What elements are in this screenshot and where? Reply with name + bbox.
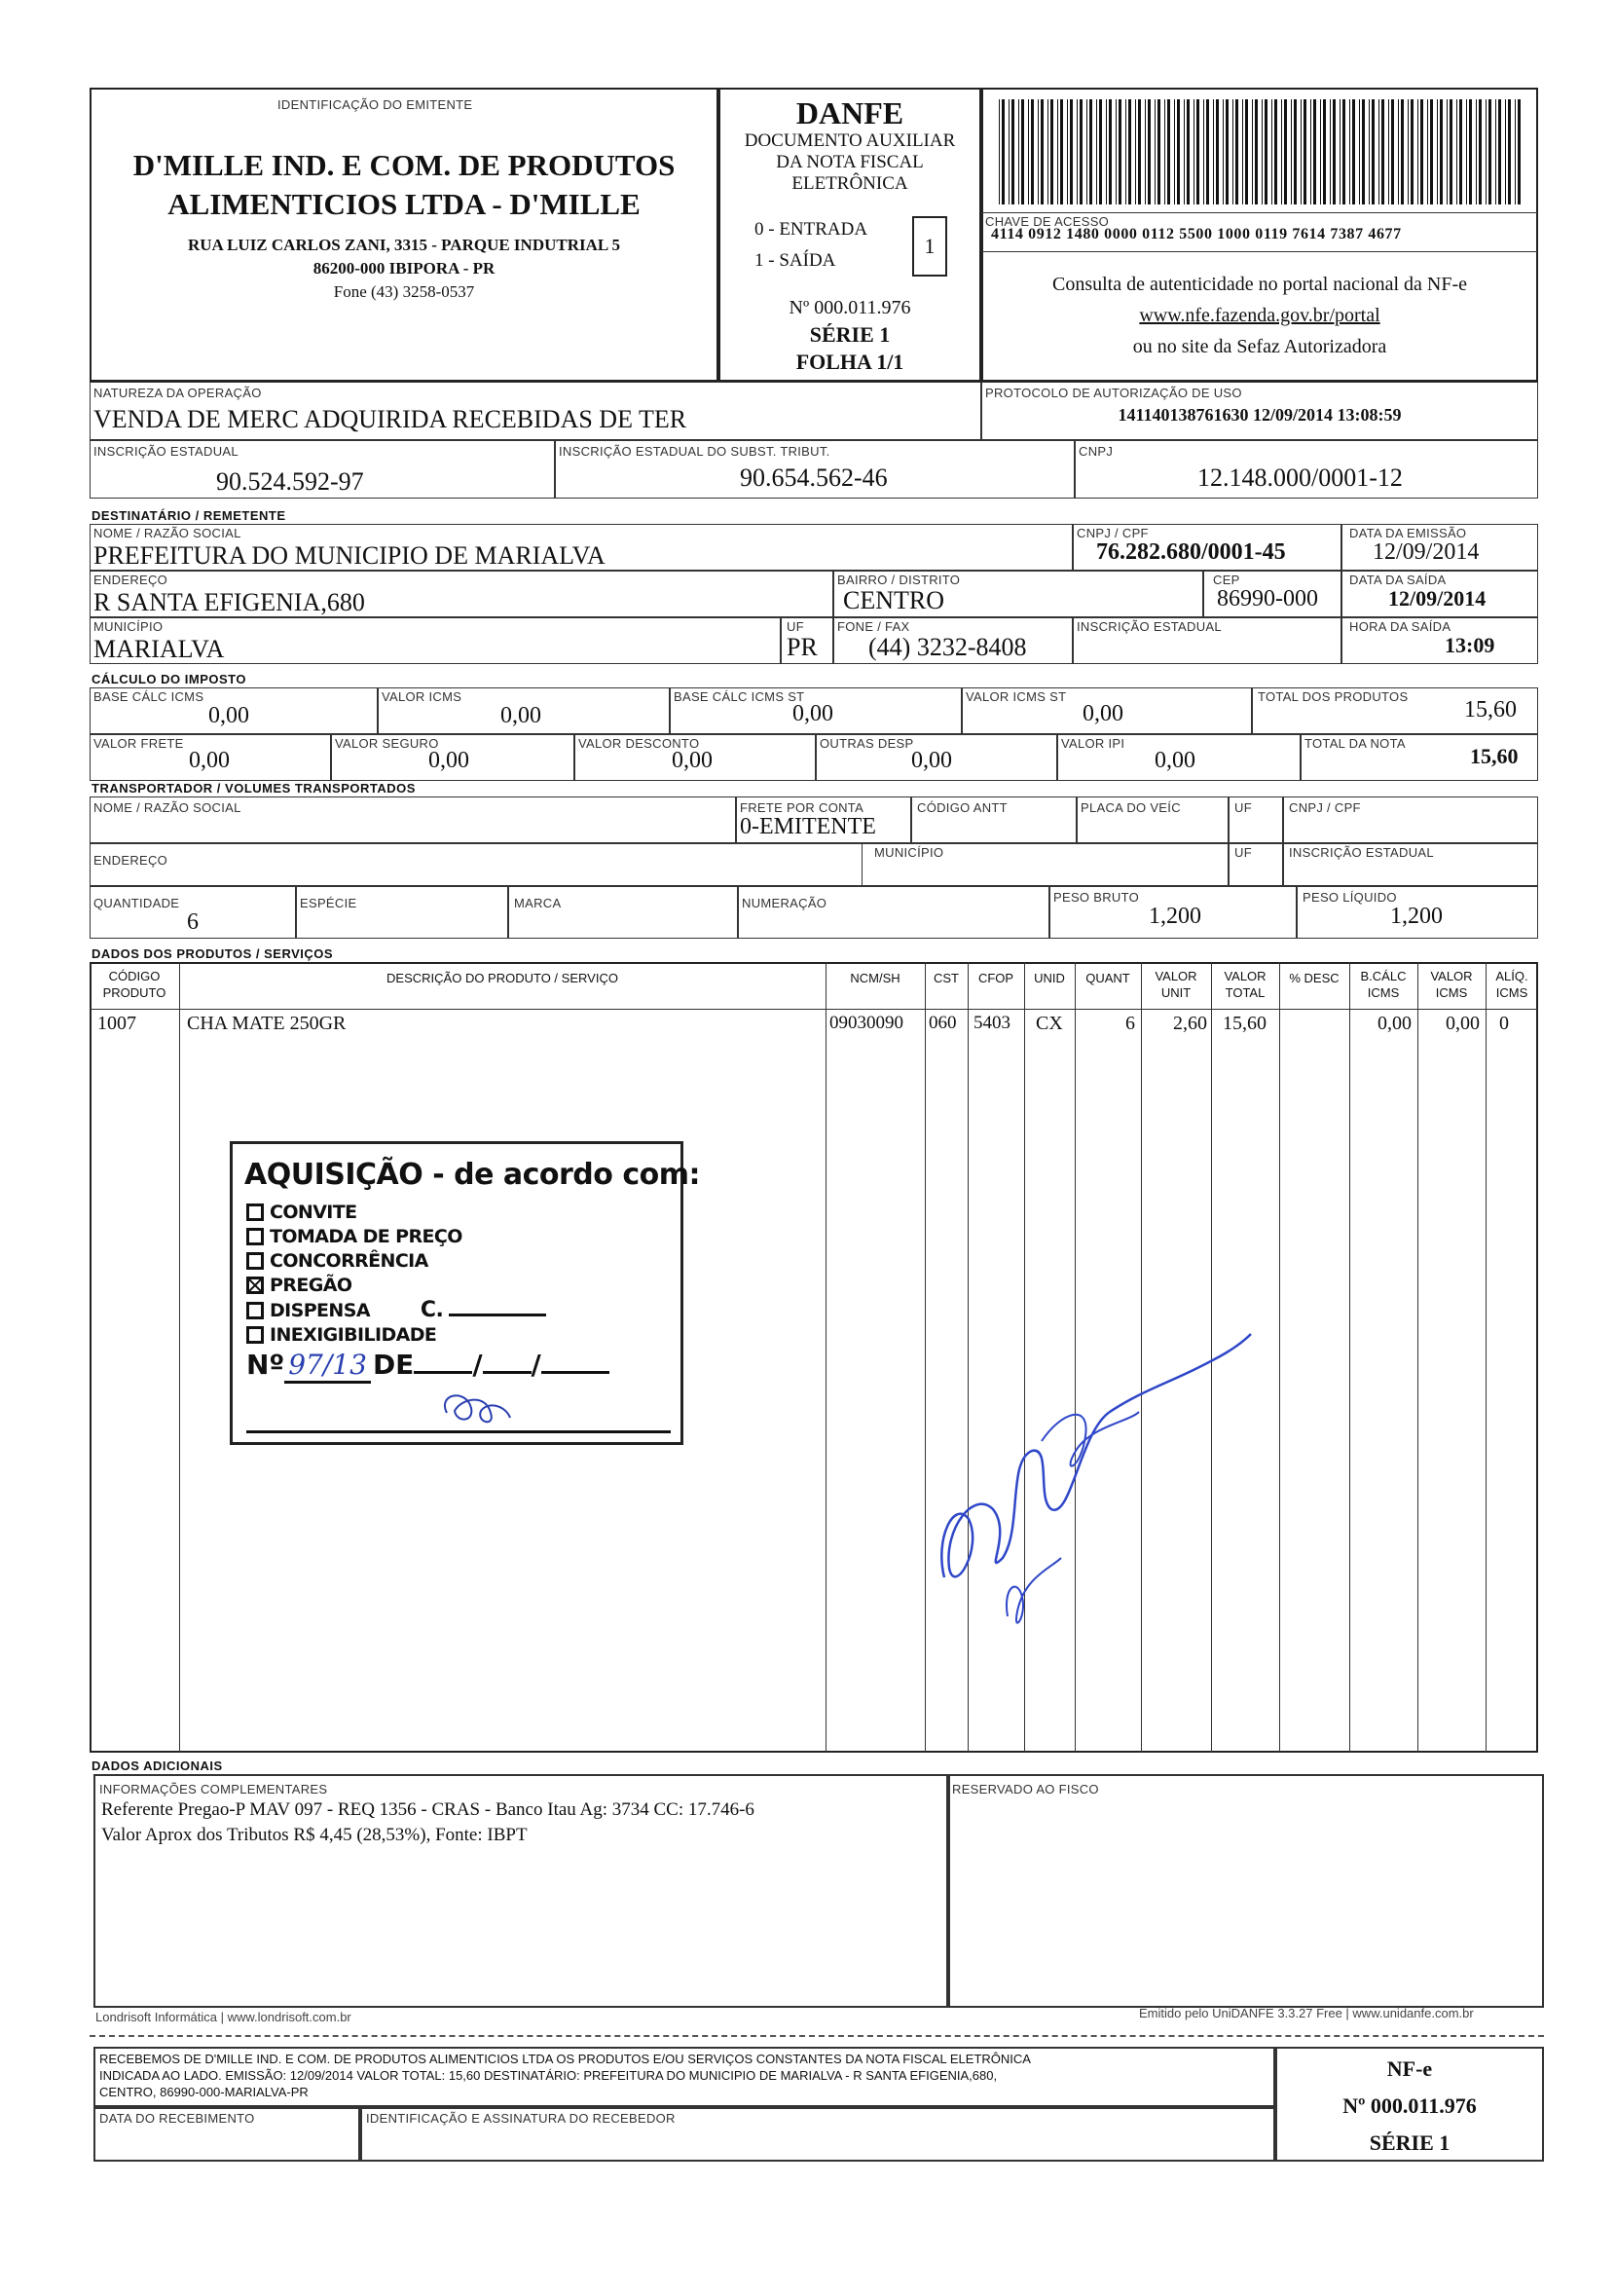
consulta-block [981, 269, 1538, 362]
transportador-section: TRANSPORTADOR / VOLUMES TRANSPORTADOS [92, 781, 416, 796]
th-vicms: VALOR ICMS [1430, 969, 1473, 1000]
tr-nome-label: NOME / RAZÃO SOCIAL [93, 800, 241, 815]
emitente-phone: Fone (43) 3258-0537 [333, 282, 475, 301]
tr-peso-bruto-label: PESO BRUTO [1053, 890, 1140, 905]
barcode-bar [1119, 99, 1121, 204]
barcode-bar [1284, 99, 1287, 204]
canhoto-line3: CENTRO, 86990-000-MARIALVA-PR [99, 2085, 309, 2099]
tr-peso-bruto-value: 1,200 [1149, 904, 1201, 929]
dest-endereco-label: ENDEREÇO [93, 573, 168, 587]
checkbox-checked-icon [246, 1277, 264, 1294]
info-comp-label: INFORMAÇÕES COMPLEMENTARES [99, 1782, 328, 1796]
th-ncm: NCM/SH [850, 971, 900, 985]
dest-endereco-value: R SANTA EFIGENIA,680 [93, 588, 365, 616]
danfe-serie: SÉRIE 1 [809, 322, 891, 347]
canhoto-data-label: DATA DO RECEBIMENTO [99, 2111, 255, 2126]
ie-label: INSCRIÇÃO ESTADUAL [93, 444, 239, 459]
imp-valor-icms-value: 0,00 [500, 703, 541, 728]
barcode-bar [1145, 99, 1146, 204]
barcode-bar [1262, 99, 1263, 204]
stamp-opt-inexigibilidade: INEXIGIBILIDADE [246, 1323, 546, 1348]
danfe-tipo-box [912, 216, 947, 277]
barcode-bar [1028, 99, 1029, 204]
imp-desconto-label: VALOR DESCONTO [578, 736, 700, 751]
row-vtotal: 15,60 [1223, 1013, 1267, 1034]
row-descricao: CHA MATE 250GR [187, 1013, 347, 1034]
barcode-bar [1479, 99, 1482, 204]
barcode-bar [1206, 99, 1209, 204]
barcode-bar [1050, 99, 1053, 204]
barcode-bar [1417, 99, 1418, 204]
barcode-bar [1320, 99, 1321, 204]
canhoto-line1: RECEBEMOS DE D'MILLE IND. E COM. DE PRODUTOS ALIMENTICIOS LTDA OS PRODUTOS E/OU SERVIÇOS CONSTANTES DA NOTA FISCAL ELETRÔNICA [99, 2052, 1031, 2066]
tr-numeracao-label: NUMERAÇÃO [742, 896, 827, 910]
chave-value: 4114 0912 1480 0000 0112 5500 1000 0119 7614 7387 4677 [991, 226, 1402, 242]
stamp-opt-pregao: PREGÃO [246, 1274, 546, 1298]
barcode-bar [1235, 99, 1238, 204]
stamp-opt-dispensa: DISPENSA C. [246, 1298, 546, 1323]
barcode-bar [1021, 99, 1024, 204]
dest-cep-value: 86990-000 [1217, 586, 1318, 611]
barcode-bar [1080, 99, 1083, 204]
barcode-bar [1420, 99, 1423, 204]
barcode-bar [1041, 99, 1044, 204]
barcode-bar [1047, 99, 1048, 204]
row-cst: 060 [929, 1013, 957, 1033]
dest-nome-label: NOME / RAZÃO SOCIAL [93, 526, 241, 540]
dest-saida-value: 12/09/2014 [1388, 586, 1487, 611]
tr-peso-liq-value: 1,200 [1390, 904, 1443, 929]
emitente-address-block [90, 234, 718, 304]
tr-antt-label: CÓDIGO ANTT [917, 800, 1008, 815]
tr-frete-value: 0-EMITENTE [740, 814, 876, 839]
barcode-bar [1391, 99, 1394, 204]
barcode-graphic [995, 99, 1524, 204]
emitente-name [90, 146, 718, 224]
danfe-sub1: DOCUMENTO AUXILIAR [744, 130, 956, 151]
cnpj-value: 12.148.000/0001-12 [1197, 463, 1403, 492]
barcode-bar [1242, 99, 1243, 204]
barcode-bar [1518, 99, 1521, 204]
tr-ie-label: INSCRIÇÃO ESTADUAL [1289, 845, 1434, 860]
barcode-bar [1291, 99, 1292, 204]
barcode-bar [1167, 99, 1170, 204]
tr-especie-cell [296, 886, 508, 939]
barcode-bar [1096, 99, 1097, 204]
consulta-line3: ou no site da Sefaz Autorizadora [1132, 336, 1387, 357]
barcode-bar [1106, 99, 1107, 204]
barcode-bar [1301, 99, 1302, 204]
dest-uf-label: UF [787, 619, 804, 634]
emitente-address: RUA LUIZ CARLOS ZANI, 3315 - PARQUE INDUTRIAL 5 [187, 236, 621, 254]
cnpj-label: CNPJ [1079, 444, 1114, 459]
tr-qtd-label: QUANTIDADE [93, 896, 180, 910]
barcode-bar [1196, 99, 1199, 204]
dest-fone-value: (44) 3232-8408 [868, 633, 1027, 661]
barcode-bar [1398, 99, 1399, 204]
imp-total-nota-value: 15,60 [1470, 744, 1519, 768]
danfe-numero-block [718, 294, 981, 376]
consulta-line1: Consulta de autenticidade no portal nacional da NF-e [1052, 274, 1467, 295]
row-aliq: 0 [1499, 1013, 1509, 1034]
reservado-label: RESERVADO AO FISCO [952, 1782, 1099, 1796]
adicionais-section: DADOS ADICIONAIS [92, 1759, 223, 1773]
barcode-bar [1164, 99, 1165, 204]
dest-municipio-label: MUNICÍPIO [93, 619, 164, 634]
barcode-bar [1340, 99, 1341, 204]
barcode-bar [1498, 99, 1501, 204]
danfe-sub2: DA NOTA FISCAL [776, 152, 924, 172]
tr-qtd-value: 6 [187, 909, 199, 935]
tr-municipio-label: MUNICÍPIO [874, 845, 944, 860]
th-vtotal: VALOR TOTAL [1224, 969, 1267, 1000]
barcode-bar [1128, 99, 1131, 204]
barcode-bar [1401, 99, 1404, 204]
barcode-bar [1456, 99, 1457, 204]
barcode-bar [1232, 99, 1233, 204]
row-cfop: 5403 [973, 1013, 1010, 1033]
barcode-bar [1349, 99, 1350, 204]
tr-uf2-label: UF [1234, 845, 1252, 860]
tr-uf-label: UF [1234, 800, 1252, 815]
chave-label: CHAVE DE ACESSO [985, 214, 1110, 229]
barcode-bar [1342, 99, 1345, 204]
barcode-bar [1362, 99, 1365, 204]
checkbox-icon [246, 1252, 264, 1270]
barcode-bar [1359, 99, 1360, 204]
stamp-numero-handwritten: 97/13 [284, 1349, 371, 1384]
barcode-bar [1450, 99, 1452, 204]
barcode-bar [1369, 99, 1370, 204]
barcode-bar [1313, 99, 1316, 204]
dest-nome-value: PREFEITURA DO MUNICIPIO DE MARIALVA [93, 541, 606, 570]
barcode-bar [1077, 99, 1078, 204]
dest-bairro-value: CENTRO [843, 586, 944, 614]
barcode-bar [1352, 99, 1355, 204]
barcode-bar [1002, 99, 1005, 204]
reservado-cell [948, 1774, 1544, 2008]
barcode-bar [1135, 99, 1136, 204]
barcode-bar [1203, 99, 1204, 204]
tr-especie-label: ESPÉCIE [300, 896, 357, 910]
barcode-bar [1310, 99, 1311, 204]
imp-seguro-value: 0,00 [428, 748, 469, 773]
checkbox-icon [246, 1326, 264, 1344]
barcode-bar [1255, 99, 1258, 204]
barcode-bar [1187, 99, 1190, 204]
danfe-title-block [718, 95, 981, 195]
canhoto-ident-label: IDENTIFICAÇÃO E ASSINATURA DO RECEBEDOR [366, 2111, 676, 2126]
stamp-numero: Nº 97/13 DE / / [246, 1349, 609, 1381]
imp-frete-label: VALOR FRETE [93, 736, 184, 751]
consulta-portal-link[interactable]: www.nfe.fazenda.gov.br/portal [1139, 305, 1380, 326]
imposto-section: CÁLCULO DO IMPOSTO [92, 672, 246, 686]
natureza-value: VENDA DE MERC ADQUIRIDA RECEBIDAS DE TER [93, 405, 687, 433]
barcode-bar [1009, 99, 1010, 204]
barcode-bar [1245, 99, 1248, 204]
barcode-bar [1086, 99, 1087, 204]
checkbox-icon [246, 1204, 264, 1221]
canhoto-line2: INDICADA AO LADO. EMISSÃO: 12/09/2014 VALOR TOTAL: 15,60 DESTINATÁRIO: PREFEITURA DO MUNICIPIO DE MARIALVA - R SANTA EFIGENIA,680, [99, 2068, 998, 2083]
imp-outras-value: 0,00 [911, 748, 952, 773]
barcode-bar [1125, 99, 1126, 204]
emitente-label: IDENTIFICAÇÃO DO EMITENTE [277, 97, 473, 112]
barcode-bar [1323, 99, 1326, 204]
imp-total-nota-label: TOTAL DA NOTA [1304, 736, 1406, 751]
imp-total-prod-label: TOTAL DOS PRODUTOS [1258, 689, 1409, 704]
stamp-initials-signature [427, 1384, 544, 1432]
imp-base-icms-label: BASE CÁLC ICMS [93, 689, 204, 704]
barcode-bar [1505, 99, 1506, 204]
imp-seguro-label: VALOR SEGURO [335, 736, 439, 751]
barcode-bar [1057, 99, 1058, 204]
ie-value: 90.524.592-97 [216, 467, 364, 496]
barcode-bar [1466, 99, 1467, 204]
tr-cnpj-label: CNPJ / CPF [1289, 800, 1361, 815]
th-desc: % DESC [1289, 971, 1340, 985]
tr-peso-liq-label: PESO LÍQUIDO [1303, 890, 1397, 905]
barcode-bar [1411, 99, 1414, 204]
checkbox-icon [246, 1302, 264, 1319]
barcode-bar [1226, 99, 1229, 204]
danfe-sub3: ELETRÔNICA [791, 173, 908, 194]
protocolo-value: 141140138761630 12/09/2014 13:08:59 [1118, 405, 1402, 425]
barcode-bar [1252, 99, 1253, 204]
tr-placa-label: PLACA DO VEÍC [1081, 800, 1181, 815]
dest-bairro-label: BAIRRO / DISTRITO [837, 573, 961, 587]
barcode-bar [1038, 99, 1039, 204]
canhoto-nfe: NF-e [1386, 2056, 1433, 2081]
imp-total-prod-value: 15,60 [1464, 697, 1517, 722]
barcode-bar [1372, 99, 1375, 204]
imp-ipi-label: VALOR IPI [1061, 736, 1125, 751]
barcode-bar [1070, 99, 1073, 204]
imp-valor-icms-label: VALOR ICMS [382, 689, 462, 704]
barcode-bar [1265, 99, 1267, 204]
footer-left: Londrisoft Informática | www.londrisoft.com.br [95, 2010, 351, 2024]
dest-hora-label: HORA DA SAÍDA [1349, 619, 1451, 634]
ie-st-label: INSCRIÇÃO ESTADUAL DO SUBST. TRIBUT. [559, 444, 830, 459]
imp-valor-st-label: VALOR ICMS ST [966, 689, 1067, 704]
barcode-bar [1437, 99, 1438, 204]
barcode [995, 99, 1524, 204]
row-quant: 6 [1125, 1013, 1135, 1034]
canhoto-numero: Nº 000.011.976 [1342, 2093, 1477, 2118]
row-unid: CX [1036, 1013, 1063, 1034]
emitente-city: 86200-000 IBIPORA - PR [312, 259, 496, 278]
barcode-bar [1333, 99, 1336, 204]
th-bcalc: B.CÁLC ICMS [1360, 969, 1407, 1000]
barcode-bar [1213, 99, 1214, 204]
emitente-name-line1: D'MILLE IND. E COM. DE PRODUTOS [132, 148, 676, 182]
barcode-bar [1515, 99, 1516, 204]
barcode-bar [1155, 99, 1156, 204]
dest-hora-value: 13:09 [1445, 633, 1495, 657]
row-vunit: 2,60 [1173, 1013, 1207, 1034]
barcode-bar [1216, 99, 1219, 204]
barcode-bar [1031, 99, 1034, 204]
stamp-title: AQUISIÇÃO - de acordo com: [244, 1158, 700, 1192]
dest-saida-label: DATA DA SAÍDA [1349, 573, 1447, 587]
info-comp-line1: Referente Pregao-P MAV 097 - REQ 1356 - CRAS - Banco Itau Ag: 3734 CC: 17.746-6 [101, 1799, 754, 1820]
dest-fone-label: FONE / FAX [837, 619, 910, 634]
imp-frete-value: 0,00 [189, 748, 230, 773]
imp-base-st-label: BASE CÁLC ICMS ST [674, 689, 805, 704]
barcode-bar [1067, 99, 1068, 204]
handwritten-signature [915, 1266, 1266, 1655]
barcode-bar [1381, 99, 1384, 204]
barcode-bar [1469, 99, 1472, 204]
barcode-bar [1430, 99, 1433, 204]
dest-municipio-value: MARIALVA [93, 635, 225, 663]
barcode-bar [1018, 99, 1019, 204]
barcode-bar [1174, 99, 1175, 204]
stamp-opt-convite: CONVITE [246, 1201, 546, 1225]
th-unid: UNID [1034, 971, 1065, 985]
barcode-bar [1274, 99, 1277, 204]
imp-outras-label: OUTRAS DESP [820, 736, 914, 751]
barcode-bar [1459, 99, 1462, 204]
danfe-numero: Nº 000.011.976 [789, 297, 911, 318]
row-bcalc: 0,00 [1377, 1013, 1412, 1034]
dest-cnpj-value: 76.282.680/0001-45 [1096, 539, 1286, 565]
barcode-bar [1157, 99, 1160, 204]
th-quant: QUANT [1085, 971, 1130, 985]
barcode-bar [1177, 99, 1180, 204]
stamp-opt-concorrencia: CONCORRÊNCIA [246, 1249, 546, 1274]
cut-line [90, 2035, 1544, 2037]
imp-base-st-value: 0,00 [792, 701, 833, 726]
aquisicao-stamp [230, 1141, 700, 1445]
barcode-bar [1488, 99, 1491, 204]
checkbox-icon [246, 1228, 264, 1245]
barcode-bar [1508, 99, 1511, 204]
tr-endereco-cell [90, 843, 863, 886]
barcode-bar [1330, 99, 1331, 204]
danfe-tipo: 1 [924, 234, 936, 258]
barcode-bar [1011, 99, 1014, 204]
barcode-bar [1447, 99, 1448, 204]
tr-marca-label: MARCA [514, 896, 562, 910]
th-aliq: ALÍQ. ICMS [1495, 969, 1528, 1000]
natureza-label: NATUREZA DA OPERAÇÃO [93, 386, 262, 400]
danfe-entrada: 0 - ENTRADA [754, 219, 868, 240]
dest-emissao-value: 12/09/2014 [1373, 539, 1480, 565]
barcode-bar [1060, 99, 1063, 204]
barcode-bar [1138, 99, 1141, 204]
barcode-bar [1486, 99, 1487, 204]
dest-uf-value: PR [787, 633, 818, 661]
barcode-bar [1116, 99, 1117, 204]
imp-valor-st-value: 0,00 [1083, 701, 1123, 726]
barcode-bar [999, 99, 1000, 204]
th-descricao: DESCRIÇÃO DO PRODUTO / SERVIÇO [386, 971, 618, 985]
produtos-section: DADOS DOS PRODUTOS / SERVIÇOS [92, 946, 334, 961]
barcode-bar [1476, 99, 1477, 204]
danfe-folha: FOLHA 1/1 [795, 350, 904, 374]
dest-cnpj-label: CNPJ / CPF [1077, 526, 1149, 540]
imp-desconto-value: 0,00 [672, 748, 713, 773]
th-vunit: VALOR UNIT [1155, 969, 1197, 1000]
footer-right: Emitido pelo UniDANFE 3.3.27 Free | www.unidanfe.com.br [1139, 2006, 1474, 2020]
barcode-bar [1089, 99, 1092, 204]
protocolo-label: PROTOCOLO DE AUTORIZAÇÃO DE USO [985, 386, 1242, 400]
tr-frete-label: FRETE POR CONTA [740, 800, 864, 815]
th-cst: CST [934, 971, 959, 985]
tr-numeracao-cell [738, 886, 1049, 939]
barcode-bar [1408, 99, 1409, 204]
barcode-bar [1388, 99, 1389, 204]
barcode-bar [1099, 99, 1102, 204]
canhoto-text [99, 2051, 1031, 2100]
barcode-bar [1281, 99, 1282, 204]
ie-st-value: 90.654.562-46 [740, 463, 888, 492]
row-codigo: 1007 [97, 1013, 136, 1034]
danfe-title: DANFE [795, 95, 904, 130]
canhoto-serie: SÉRIE 1 [1369, 2130, 1451, 2155]
tr-marca-cell [508, 886, 738, 939]
barcode-bar [1378, 99, 1379, 204]
barcode-bar [1223, 99, 1224, 204]
stamp-opt-tomada: TOMADA DE PREÇO [246, 1225, 546, 1249]
danfe-saida: 1 - SAÍDA [754, 250, 836, 271]
imp-base-icms-value: 0,00 [208, 703, 249, 728]
canhoto-nfe-block [1275, 2051, 1544, 2162]
barcode-bar [1304, 99, 1306, 204]
row-vicms: 0,00 [1446, 1013, 1480, 1034]
imp-ipi-value: 0,00 [1155, 748, 1195, 773]
emitente-name-line2: ALIMENTICIOS LTDA - D'MILLE [167, 187, 641, 221]
row-ncm: 09030090 [829, 1013, 903, 1033]
barcode-bar [1271, 99, 1272, 204]
barcode-bar [1109, 99, 1112, 204]
dest-emissao-label: DATA DA EMISSÃO [1349, 526, 1467, 540]
info-comp-line2: Valor Aprox dos Tributos R$ 4,45 (28,53%), Fonte: IBPT [101, 1825, 528, 1845]
barcode-bar [1440, 99, 1443, 204]
barcode-bar [1184, 99, 1185, 204]
barcode-bar [1294, 99, 1297, 204]
th-cfop: CFOP [977, 971, 1014, 985]
tr-endereco-label: ENDEREÇO [93, 853, 168, 868]
dest-ie-label: INSCRIÇÃO ESTADUAL [1077, 619, 1222, 634]
th-codigo: CÓDIGO PRODUTO [102, 969, 166, 1000]
barcode-bar [1148, 99, 1151, 204]
barcode-bar [1427, 99, 1428, 204]
destinatario-section: DESTINATÁRIO / REMETENTE [92, 508, 286, 523]
barcode-bar [1495, 99, 1496, 204]
dest-cep-label: CEP [1213, 573, 1240, 587]
